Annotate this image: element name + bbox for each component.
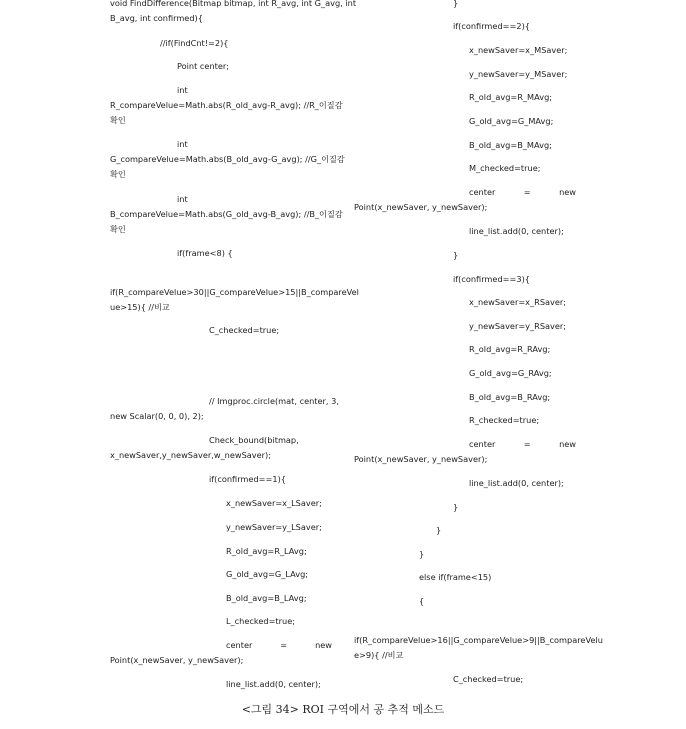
code-line: int bbox=[177, 85, 188, 95]
code-line: R_old_avg=R_LAvg; bbox=[226, 546, 307, 556]
code-line: } bbox=[453, 0, 459, 8]
code-line: B_avg, int confirmed){ bbox=[110, 13, 203, 23]
code-token: new bbox=[559, 439, 576, 449]
code-line: B_old_avg=B_RAvg; bbox=[469, 392, 551, 402]
code-token: center bbox=[469, 187, 496, 197]
code-line: B_compareVelue=Math.abs(G_old_avg-B_avg); //B_이질감 bbox=[110, 209, 343, 219]
code-line: new Scalar(0, 0, 0), 2); bbox=[110, 411, 204, 421]
code-line: G_old_avg=G_LAvg; bbox=[226, 569, 309, 579]
code-token: center bbox=[469, 439, 496, 449]
code-line: 확인 bbox=[110, 115, 126, 125]
code-line: B_old_avg=B_LAvg; bbox=[226, 593, 307, 603]
code-token: = bbox=[523, 439, 531, 449]
code-line: G_old_avg=G_MAvg; bbox=[469, 116, 554, 126]
code-line: M_checked=true; bbox=[469, 163, 541, 173]
code-line: if(R_compareVelue>16||G_compareVelue>9||B_compareVelu bbox=[354, 635, 603, 645]
code-token: = bbox=[523, 187, 531, 197]
code-line: C_checked=true; bbox=[209, 325, 280, 335]
code-line: R_compareVelue=Math.abs(R_old_avg-R_avg); //R_이질감 bbox=[110, 100, 343, 110]
figure-caption: <그림 34> ROI 구역에서 공 추적 메소드 bbox=[241, 703, 445, 716]
code-line: line_list.add(0, center); bbox=[226, 679, 321, 689]
code-line: if(confirmed==2){ bbox=[453, 21, 530, 31]
code-line: 확인 bbox=[110, 169, 126, 179]
code-line: } bbox=[436, 525, 442, 535]
code-line: G_old_avg=G_RAvg; bbox=[469, 368, 552, 378]
code-line: Check_bound(bitmap, bbox=[209, 435, 299, 445]
code-token: center bbox=[226, 640, 253, 650]
code-token: new bbox=[315, 640, 332, 650]
code-line: R_old_avg=R_RAvg; bbox=[469, 344, 551, 354]
code-line: R_old_avg=R_MAvg; bbox=[469, 92, 553, 102]
code-token: new bbox=[559, 187, 576, 197]
code-line: G_compareVelue=Math.abs(B_old_avg-G_avg); //G_이질감 bbox=[110, 154, 345, 164]
code-line bbox=[469, 439, 576, 450]
code-line: R_checked=true; bbox=[469, 415, 540, 425]
code-line: Point(x_newSaver, y_newSaver); bbox=[354, 454, 488, 464]
code-line: // Imgproc.circle(mat, center, 3, bbox=[209, 396, 339, 406]
code-line: if(confirmed==3){ bbox=[453, 274, 530, 284]
code-line: line_list.add(0, center); bbox=[469, 226, 564, 236]
code-line: } bbox=[453, 502, 459, 512]
code-line: x_newSaver=x_MSaver; bbox=[469, 45, 568, 55]
code-line: Point center; bbox=[177, 61, 230, 71]
code-line: x_newSaver,y_newSaver,w_newSaver); bbox=[110, 450, 271, 460]
code-line: line_list.add(0, center); bbox=[469, 478, 564, 488]
code-line: //if(FindCnt!=2){ bbox=[160, 38, 229, 48]
code-token: = bbox=[280, 640, 288, 650]
code-line: void FindDifference(Bitmap bitmap, int R_avg, int G_avg, int bbox=[110, 0, 357, 8]
code-line bbox=[226, 640, 332, 651]
code-line bbox=[469, 187, 576, 198]
code-line: if(frame<8) { bbox=[177, 248, 233, 258]
code-line: else if(frame<15) bbox=[419, 572, 492, 582]
code-line: ue>15){ //비교 bbox=[110, 302, 170, 312]
code-line: y_newSaver=y_MSaver; bbox=[469, 69, 568, 79]
code-line: if(confirmed==1){ bbox=[209, 474, 286, 484]
code-line: x_newSaver=x_LSaver; bbox=[226, 498, 322, 508]
code-line: if(R_compareVelue>30||G_compareVelue>15||B_compareVel bbox=[110, 287, 359, 297]
code-line: } bbox=[453, 250, 459, 260]
code-line: B_old_avg=B_MAvg; bbox=[469, 140, 552, 150]
code-line: y_newSaver=y_LSaver; bbox=[226, 522, 322, 532]
code-line: int bbox=[177, 139, 188, 149]
code-line: int bbox=[177, 194, 188, 204]
code-line: e>9){ //비교 bbox=[354, 650, 404, 660]
code-line: { bbox=[419, 596, 425, 606]
code-line: } bbox=[419, 549, 425, 559]
code-line: C_checked=true; bbox=[453, 674, 524, 684]
code-line: x_newSaver=x_RSaver; bbox=[469, 297, 567, 307]
code-line: y_newSaver=y_RSaver; bbox=[469, 321, 567, 331]
code-line: 확인 bbox=[110, 224, 126, 234]
code-line: L_checked=true; bbox=[226, 616, 295, 626]
code-line: Point(x_newSaver, y_newSaver); bbox=[354, 202, 488, 212]
code-line: Point(x_newSaver, y_newSaver); bbox=[110, 655, 244, 665]
